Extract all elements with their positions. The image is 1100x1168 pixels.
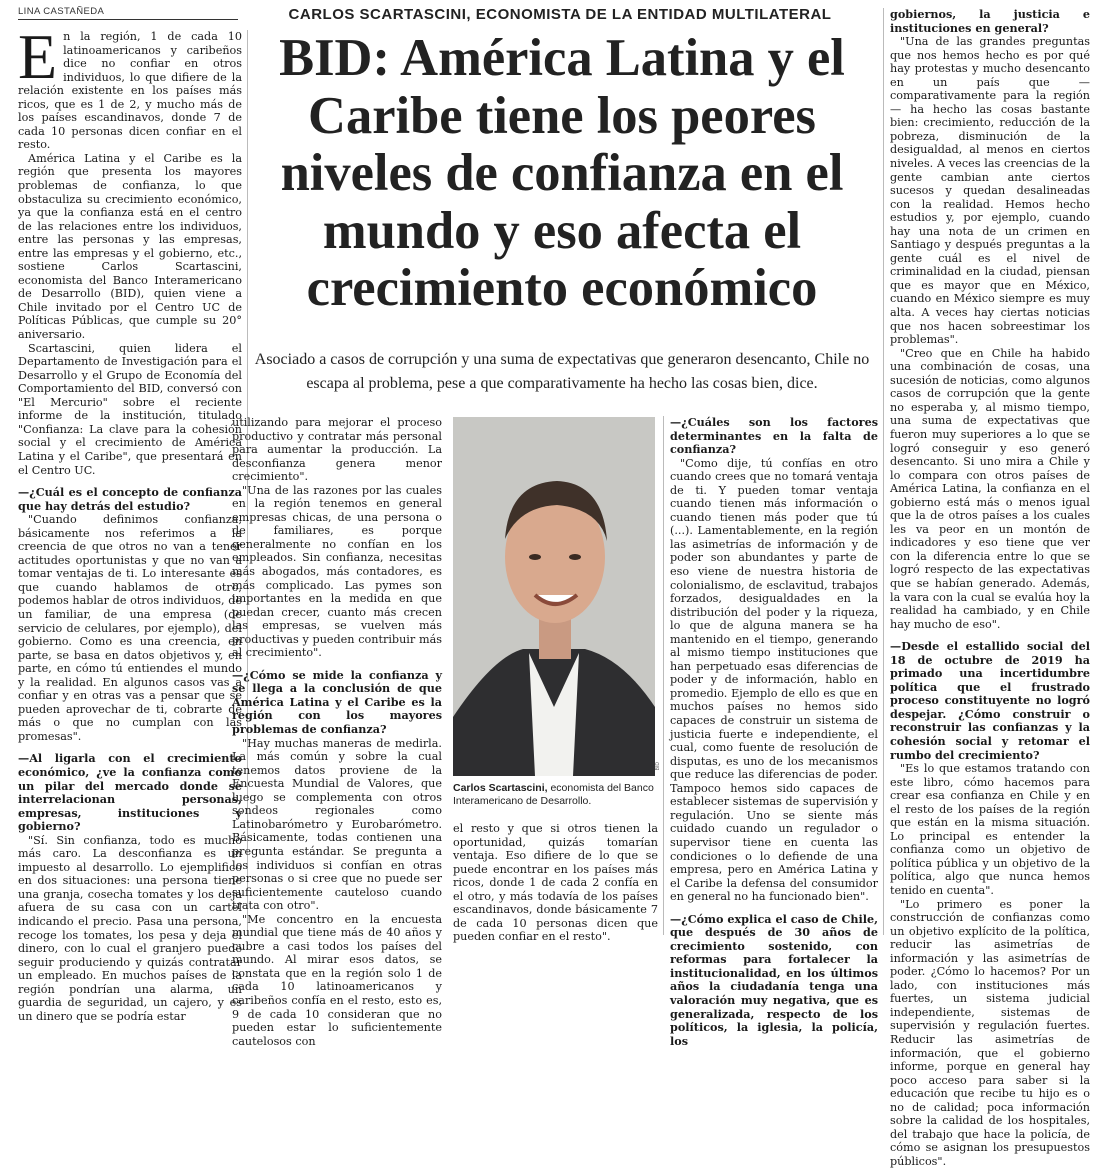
lead-paragraph: En la región, 1 de cada 10 latinoamericanos y caribeños dice no confiar en otros individuos, lo que difiere de la relación existente en los países más ricos, que es 1 de 2, y mucho más de los países escandinavos, donde 7 de cada 10 personas dicen confiar en el resto.	[18, 21, 242, 152]
question: —¿Cómo se mide la confianza y se llega a la conclusión de que América Latina y el Caribe es la región con los mayores problemas de confianza?	[232, 667, 442, 737]
portrait-illustration	[453, 417, 655, 776]
paragraph: América Latina y el Caribe es la región que presenta los mayores problemas de confianza, lo que obstaculiza su crecimiento económico, ya que la confianza está en el centro de las relaciones entre los individuos, entre las personas y las empresas, entre las empresas y el gobierno, etc., sostiene Carlos Scartascini, economista del Banco Interamericano de Desarrollo (BID), quien viene a Chile invitado por el Centro UC de Políticas Públicas, que cumple su 20° aniversario.	[18, 151, 242, 342]
answer: "Creo que en Chile ha habido una combinación de cosas, una sucesión de noticias, como algunos casos de corrupción que la gente no esperaba y, al mismo tiempo, una suma de expectativas que fueron muy superiores a lo que se logró conseguir y eso generó desencanto. Si uno mira a Chile y lo compara con otros países de América Latina, la confianza en el gobierno está más o menos igual que la de otros países a los cuales les va peor en un montón de indicadores y eso tiene que ver con la diferencia entre lo que se logró respecto de las expectativas que se habían generado. Además, la vara con la cual se evalúa hoy la realidad ha cambiado, y en Chile hay mucho de eso".	[890, 346, 1090, 631]
photo-caption	[453, 782, 658, 808]
column-5	[890, 8, 1090, 1168]
question: —¿Cuál es el concepto de confianza que hay detrás del estudio?	[18, 485, 242, 513]
answer: "Es lo que estamos tratando con este libro, cómo hacemos para crear esa confianza en Chile y en el resto de los países de la región que están en la misma situación. Lo principal es entender la confianza como un objetivo de política pública y un objetivo de la política, algo que nunca hemos tenido en cuenta".	[890, 762, 1090, 897]
headline: BID: América Latina y el Caribe tiene los peores niveles de confianza en el mundo y eso afecta el crecimiento económico	[279, 29, 845, 317]
paragraph: utilizando para mejorar el proceso productivo y contratar más personal para aumentar la producción. La desconfianza genera menor crecimiento".	[232, 416, 442, 484]
deck: Asociado a casos de corrupción y una suma de expectativas que generaron desencanto, Chile no escapa al problema, pese a que comparativamente ha hecho las cosas bien, dice.	[254, 351, 870, 392]
column-1	[18, 21, 242, 1023]
question: —¿Cuáles son los factores determinantes en la falta de confianza?	[670, 415, 878, 457]
question: —Desde el estallido social del 18 de octubre de 2019 ha primado una incertidumbre política que el frustrado proceso constituyente no logró despejar. ¿Cómo construir o reconstruir las confianzas y la cohesión social y retomar el rumbo del crecimiento?	[890, 639, 1090, 762]
kicker: CARLOS SCARTASCINI, ECONOMISTA DE LA ENTIDAD MULTILATERAL	[288, 6, 832, 23]
column-3	[453, 822, 658, 944]
column-rule	[883, 8, 884, 935]
caption-text: economista del Banco Interamericano de Desarrollo.	[453, 782, 654, 807]
question: gobiernos, la justicia e instituciones en general?	[890, 7, 1090, 35]
answer: "Sí. Sin confianza, todo es mucho más caro. La desconfianza es un impuesto al desarrollo. Lo ejemplifico en dos situaciones: una persona tiene una granja, cosecha tomates y los deja afuera de su casa con un cartel indicando el precio. Pasa una persona, recoge los tomates, los pesa y deja el dinero, con lo cual el granjero puede seguir produciendo y quizás contratar un empleado. En muchos países de la región pondrían una alarma, un guardia de seguridad, un cajero, y es un dinero que se podría estar	[18, 833, 242, 1023]
answer: "Me concentro en la encuesta mundial que tiene más de 40 años y cubre a casi todos los países del mundo. Al mirar esos datos, se constata que en la región solo 1 de cada 10 latinoamericanos y caribeños confía en el resto, esto es, 9 de cada 10 consideran que no pueden estar lo suficientemente cautelosos con	[232, 912, 442, 1048]
answer: "Como dije, tú confías en otro cuando crees que no tomará ventaja de ti. Y pueden tomar ventaja cuando tienen más información o cuando tienen más poder que tú (...). Lamentablemente, en la región las asimetrías de información y de poder son abundantes y parte de eso viene de nuestra historia de colonialismo, de esclavitud, trabajos forzados, desigualdades en la distribución del poder y la riqueza, lo que de alguna manera se ha mantenido en el tiempo, generando al mismo tiempo instituciones que han perpetuado esas diferencias de poder y de información, hablo en promedio. Ejemplo de ello es que en muchos países no hemos sido capaces de construir un sistema de justicia fuerte e independiente, el cual, como fuente de resolución de disputas, es uno de los mecanismos que reduce las diferencias de poder. Tampoco hemos sido capaces de establecer sistemas de supervisión y regulación. Uno se siente más cuidado cuando un regulador o supervisor tiene en cuenta las condiciones o lo defiende de una empresa, pero en América Latina y el Caribe la defensa del consumidor en general no ha funcionado bien".	[670, 456, 878, 904]
column-rule	[663, 416, 664, 935]
dropcap: E	[18, 21, 58, 92]
byline: LINA CASTAÑEDA	[18, 6, 238, 20]
paragraph: el resto y que si otros tienen la oportunidad, quizás tomarían ventaja. Eso difiere de lo que se puede encontrar en los países más ricos, donde 1 de cada 2 confía en el otro, y más todavía de los países escandinavos, donde básicamente 7 de cada 10 personas dicen que pueden confiar en el resto".	[453, 822, 658, 944]
answer: "Cuando definimos confianza, básicamente nos referimos a la creencia de que otros no van a tener actitudes oportunistas y que no van a tomar ventajas de ti. Lo interesante es que cuando hablamos de otro, podemos hablar de otros individuos, de un familiar, de una empresa (de servicio de celulares, por ejemplo), del gobierno. Como es una creencia, en parte, se basa en datos objetivos y, en parte, en cómo tú entiendes el mundo y la realidad. En algunos casos vas a confiar y en otras vas a pensar que se pueden aprovechar de ti, cobrarte de más o que no cumplan con las promesas".	[18, 513, 242, 743]
question: —¿Cómo explica el caso de Chile, que después de 30 años de crecimiento sostenido, con reformas para fortalecer la institucionalidad, en los últimos años la ciudadanía tenga una valoración muy negativa, que es generalizada, respecto de los políticos, la iglesia, la policía, los	[670, 911, 878, 1048]
answer: "Hay muchas maneras de medirla. La más común y sobre la cual tenemos datos proviene de la Encuesta Mundial de Valores, que luego se complementa con otros sondeos regionales como Latinobarómetro y Eurobarómetro. Básicamente, todas contienen una pregunta estándar. Se pregunta a los individuos si confían en otras personas o si cree que no puede ser suficientemente cauteloso cuando trata con otro".	[232, 736, 442, 913]
paragraph: "Una de las razones por las cuales en la región tenemos en general empresas chicas, de una persona o de familiares, es porque generalmente no confían en los empleados. Sin confianza, necesitas más abogados, más contadores, es más complicado. Las pymes son importantes en la medida en que puedan crecer, cuanto más crecen las empresas, se vuelven más productivas y pueden contribuir más al crecimiento".	[232, 483, 442, 660]
caption-name: Carlos Scartascini,	[453, 782, 548, 794]
column-4	[670, 416, 878, 1048]
photo-credit: BID	[655, 762, 661, 771]
portrait-photo	[453, 417, 655, 776]
column-2	[232, 416, 442, 1048]
answer: "Una de las grandes preguntas que nos hemos hecho es por qué hay protestas y mucho desencanto en un país que —comparativamente para la región— ha hecho las cosas bastante bien: crecimiento, reducción de la pobreza, disminución de la desigualdad, al menos en ciertos niveles. A veces las creencias de la gente cambian ante ciertos sucesos y quedan desalineadas con la realidad. Hemos hecho estudios y, por ejemplo, cuando hay una nota de un crimen en Santiago y después preguntas a la gente cuál es el nivel de criminalidad en la ciudad, piensan que es mayor que en México, cuando en México siempre es muy alta. A veces hay ciertas noticias que nos hacen sobreestimar los problemas".	[890, 35, 1090, 347]
answer: "Lo primero es poner la construcción de confianzas como un objetivo explícito de la política, reducir las asimetrías de información y las asimetrías de poder. ¿Cómo lo hacemos? Por un lado, con instituciones más fuertes, un sistema judicial independiente, sistemas de supervisión y regulación fuertes. Reducir las asimetrías de información, que el gobierno informe, porque en general hay poco acceso para saber si la educación que recibe tu hijo es o no de calidad; poca información sobre la calidad de los hospitales, del trabajo que hace la policía, de cómo se asignan los presupuestos públicos".	[890, 897, 1090, 1168]
paragraph: Scartascini, quien lidera el Departamento de Investigación para el Desarrollo y el Grupo de Economía del Comportamiento del BID, conversó con "El Mercurio" sobre el reciente informe de la institución, titulado "Confianza: La clave para la cohesión social y el crecimiento de América Latina y el Caribe", que presentará en el Centro UC.	[18, 341, 242, 477]
question: —Al ligarla con el crecimiento económico, ¿ve la confianza como un pilar del mercado donde se interrelacionan personas, empresas, instituciones y gobierno?	[18, 751, 242, 834]
